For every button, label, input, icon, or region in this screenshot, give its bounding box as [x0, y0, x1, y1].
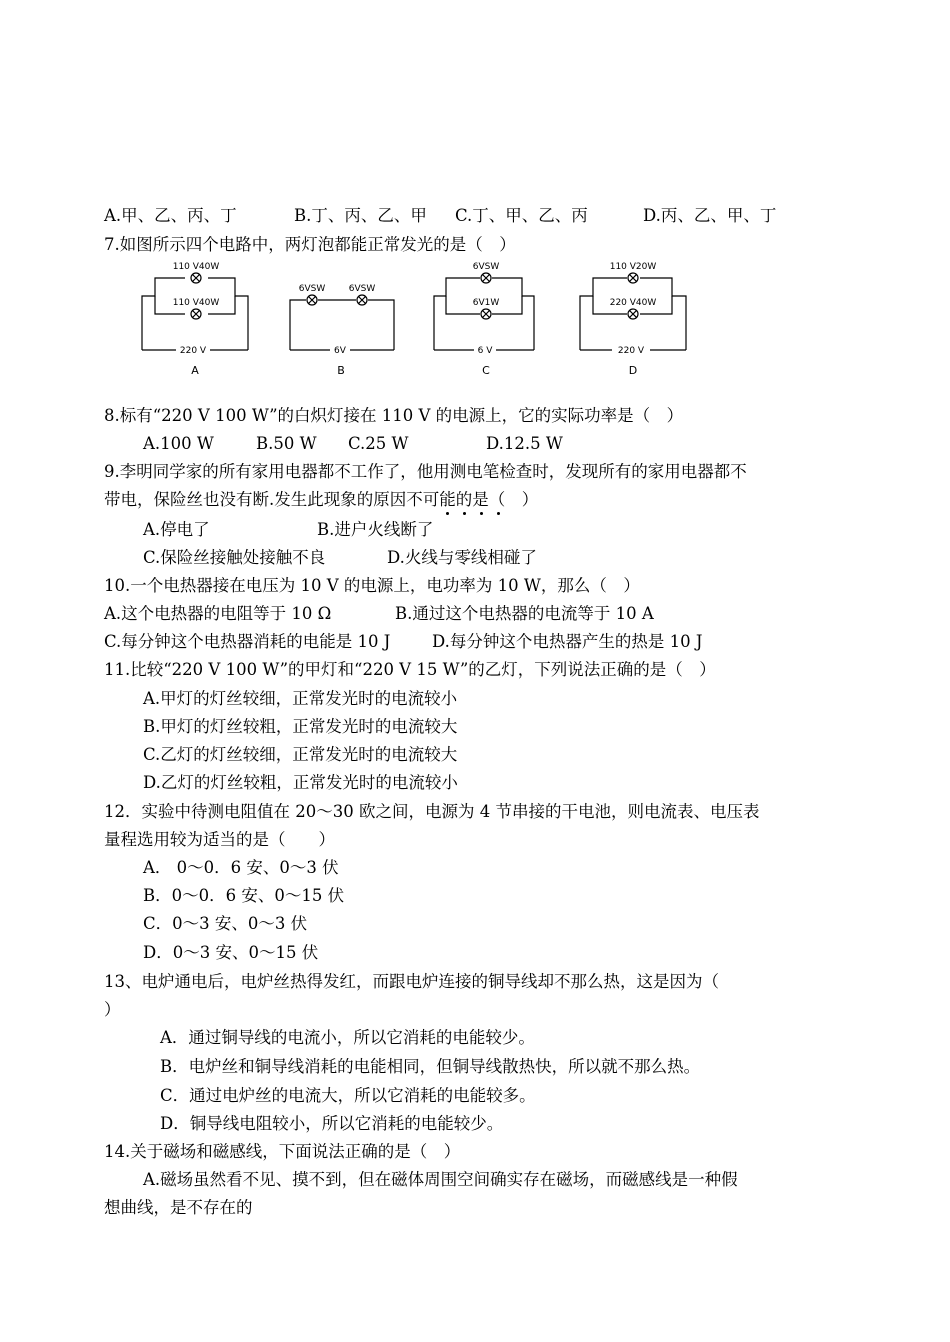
circuit-b-label: B: [337, 364, 345, 377]
q12-stem-line2: 量程选用较为适当的是（ ）: [104, 830, 335, 849]
q13-option-b: B．电炉丝和铜导线消耗的电能相同，但铜导线散热快，所以就不那么热。: [160, 1057, 701, 1076]
emphasis-dot: [497, 512, 500, 515]
circuit-d-lamp1-label: 110 V20W: [609, 262, 657, 272]
q8-option-d: D.12.5 W: [486, 434, 563, 453]
circuit-c-lamp1-label: 6VSW: [472, 262, 500, 272]
circuit-b: [290, 295, 394, 350]
q6-option-a: A.甲、乙、丙、丁: [104, 206, 237, 225]
q9-stem-line1: 9.李明同学家的所有家用电器都不工作了，他用测电笔检查时，发现所有的家用电器都不: [104, 462, 747, 481]
q11-option-c: C.乙灯的灯丝较细，正常发光时的电流较大: [143, 745, 458, 764]
q7-stem: 7.如图所示四个电路中，两灯泡都能正常发光的是（ ）: [104, 235, 516, 254]
circuit-d-label: D: [628, 364, 638, 377]
emphasis-dot: [463, 512, 466, 515]
q10-stem: 10.一个电热器接在电压为 10 V 的电源上，电功率为 10 W，那么（ ）: [104, 576, 640, 595]
q13-option-d: D．铜导线电阻较小，所以它消耗的电能较少。: [160, 1114, 504, 1133]
q8-stem: 8.标有“220 V 100 W”的白炽灯接在 110 V 的电源上，它的实际功率是（ ）: [104, 406, 684, 425]
q6-option-c: C.丁、甲、乙、丙: [455, 206, 588, 225]
circuit-b-source-label: 6V: [334, 346, 346, 356]
circuit-a-lamp2-label: 110 V40W: [172, 298, 220, 308]
circuit-a-source-label: 220 V: [179, 346, 207, 356]
q11-option-b: B.甲灯的灯丝较粗，正常发光时的电流较大: [143, 717, 458, 736]
circuit-a-lamp1-label: 110 V40W: [172, 262, 220, 272]
circuit-a-label: A: [191, 364, 199, 377]
q12-stem-line1: 12．实验中待测电阻值在 20～30 欧之间，电源为 4 节串接的干电池，则电流表、电压表: [104, 802, 760, 821]
circuit-diagrams-figure: [130, 254, 720, 384]
q14-stem: 14.关于磁场和磁感线，下面说法正确的是（ ）: [104, 1142, 461, 1161]
circuit-d-lamp2-label: 220 V40W: [609, 298, 657, 308]
q9-option-b: B.进户火线断了: [317, 520, 434, 539]
q14-option-a-line2: 想曲线，是不存在的: [104, 1198, 253, 1217]
q10-option-d: D.每分钟这个电热器产生的热是 10 J: [432, 632, 703, 651]
q12-option-b: B．0～0．6 安、0～15 伏: [143, 886, 345, 905]
q13-option-a: A．通过铜导线的电流小，所以它消耗的电能较少。: [160, 1028, 535, 1047]
q6-option-d: D.丙、乙、甲、丁: [643, 206, 777, 225]
emphasis-dot: [480, 512, 483, 515]
q10-option-b: B.通过这个电热器的电流等于 10 A: [395, 604, 654, 623]
q6-option-b: B.丁、丙、乙、甲: [294, 206, 427, 225]
q9-option-d: D.火线与零线相碰了: [387, 548, 537, 567]
q9-option-c: C.保险丝接触处接触不良: [143, 548, 326, 567]
q11-option-a: A.甲灯的灯丝较细，正常发光时的电流较小: [143, 689, 458, 708]
circuit-d-source-label: 220 V: [617, 346, 645, 356]
q10-option-a: A.这个电热器的电阻等于 10 Ω: [104, 604, 332, 623]
q12-option-d: D．0～3 安、0～15 伏: [143, 943, 319, 962]
q9-option-a: A.停电了: [143, 520, 210, 539]
q12-option-c: C．0～3 安、0～3 伏: [143, 914, 308, 933]
q13-stem-line1: 13、电炉通电后，电炉丝热得发红，而跟电炉连接的铜导线却不那么热，这是因为（: [104, 972, 719, 991]
circuit-c: [434, 273, 534, 350]
q13-stem-line2: ）: [104, 1000, 121, 1019]
q9-stem-line2: 带电，保险丝也没有断.发生此现象的原因不可能的是（ ）: [104, 490, 539, 509]
q8-option-c: C.25 W: [348, 434, 409, 453]
circuit-a: [142, 273, 248, 350]
circuit-b-lamp1-label: 6VSW: [298, 284, 326, 294]
q14-option-a-line1: A.磁场虽然看不见、摸不到，但在磁体周围空间确实存在磁场，而磁感线是一种假: [143, 1170, 738, 1189]
circuit-c-label: C: [482, 364, 490, 377]
q10-option-c: C.每分钟这个电热器消耗的电能是 10 J: [104, 632, 391, 651]
q11-stem: 11.比较“220 V 100 W”的甲灯和“220 V 15 W”的乙灯，下列说法正确的是（ ）: [104, 660, 716, 679]
emphasis-dot: [446, 512, 449, 515]
circuit-d: [580, 273, 686, 350]
q13-option-c: C．通过电炉丝的电流大，所以它消耗的电能较多。: [160, 1086, 536, 1105]
q11-option-d: D.乙灯的灯丝较粗，正常发光时的电流较小: [143, 773, 458, 792]
circuit-c-source-label: 6 V: [477, 346, 493, 356]
q8-option-a: A.100 W: [143, 434, 214, 453]
q12-option-a: A． 0～0．6 安、0～3 伏: [143, 858, 339, 877]
q8-option-b: B.50 W: [256, 434, 317, 453]
circuit-c-lamp2-label: 6V1W: [472, 298, 500, 308]
circuit-b-lamp2-label: 6VSW: [348, 284, 376, 294]
